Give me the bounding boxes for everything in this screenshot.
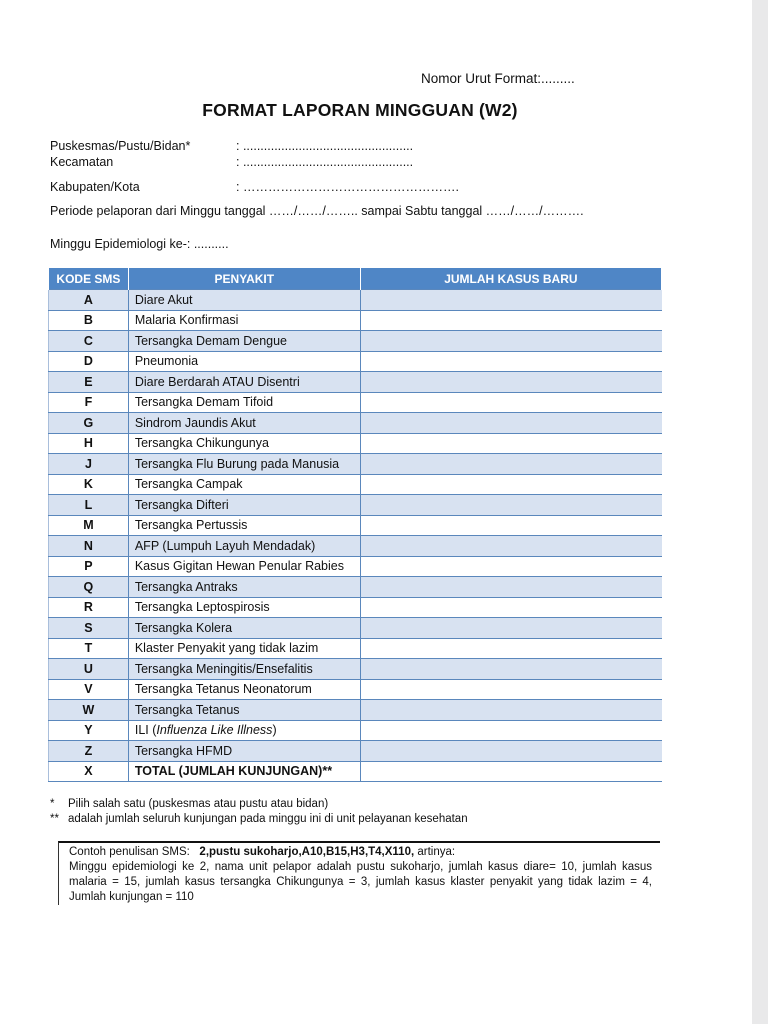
- jumlah-kasus-cell[interactable]: [360, 433, 661, 454]
- jumlah-kasus-cell[interactable]: [360, 351, 661, 372]
- penyakit-cell: Pneumonia: [128, 351, 360, 372]
- footnotes: [50, 797, 468, 827]
- kode-sms-cell: A: [49, 290, 129, 311]
- kode-sms-cell: M: [49, 515, 129, 536]
- kode-sms-cell: D: [49, 351, 129, 372]
- kode-sms-cell: G: [49, 413, 129, 434]
- jumlah-kasus-cell[interactable]: [360, 515, 661, 536]
- header-penyakit: PENYAKIT: [128, 268, 360, 290]
- header-jumlah-kasus: JUMLAH KASUS BARU: [360, 268, 661, 290]
- jumlah-kasus-cell[interactable]: [360, 720, 661, 741]
- footnote-mark: **: [50, 813, 59, 825]
- disease-report-table: [48, 268, 662, 782]
- jumlah-kasus-cell[interactable]: [360, 310, 661, 331]
- jumlah-kasus-cell[interactable]: [360, 577, 661, 598]
- footnote-1: [50, 797, 468, 812]
- table-row: [49, 454, 662, 475]
- penyakit-cell: Tersangka HFMD: [128, 741, 360, 762]
- kode-sms-cell: Y: [49, 720, 129, 741]
- example-explanation: Minggu epidemiologi ke 2, nama unit pelapor adalah pustu sukoharjo, jumlah kasus diare= 10, jumlah kasus malaria = 15, jumlah kasus tersangka Chikungunya = 3, jumlah kasus klaster penyakit yang tidak lazim = 4, Jumlah kunjungan = 110: [69, 861, 652, 903]
- kode-sms-cell: E: [49, 372, 129, 393]
- table-row: [49, 331, 662, 352]
- jumlah-kasus-cell[interactable]: [360, 290, 661, 311]
- table-row: [49, 433, 662, 454]
- penyakit-cell: Diare Berdarah ATAU Disentri: [128, 372, 360, 393]
- penyakit-cell: TOTAL (JUMLAH KUNJUNGAN)**: [128, 761, 360, 782]
- table-row: [49, 495, 662, 516]
- sms-example-intro: [69, 845, 652, 860]
- penyakit-cell: Sindrom Jaundis Akut: [128, 413, 360, 434]
- footnote-text: Pilih salah satu (puskesmas atau pustu atau bidan): [68, 798, 329, 810]
- penyakit-cell: Tersangka Leptospirosis: [128, 597, 360, 618]
- table-row: [49, 700, 662, 721]
- penyakit-name-italic: Influenza Like Illness: [156, 723, 273, 738]
- penyakit-cell: Tersangka Tetanus: [128, 700, 360, 721]
- table-row: [49, 515, 662, 536]
- table-row: [49, 413, 662, 434]
- penyakit-cell: Tersangka Campak: [128, 474, 360, 495]
- example-intro-label: Contoh penulisan SMS:: [69, 846, 190, 858]
- table-row: [49, 659, 662, 680]
- kode-sms-cell: F: [49, 392, 129, 413]
- table-row: [49, 290, 662, 311]
- kode-sms-cell: S: [49, 618, 129, 639]
- table-row: [49, 638, 662, 659]
- kode-sms-cell: J: [49, 454, 129, 475]
- penyakit-cell: Tersangka Kolera: [128, 618, 360, 639]
- page-title: FORMAT LAPORAN MINGGUAN (W2): [202, 100, 518, 120]
- table-row: [49, 597, 662, 618]
- table-row: [49, 679, 662, 700]
- kode-sms-cell: R: [49, 597, 129, 618]
- table-row: [49, 556, 662, 577]
- jumlah-kasus-cell[interactable]: [360, 474, 661, 495]
- kode-sms-cell: L: [49, 495, 129, 516]
- penyakit-cell: Tersangka Meningitis/Ensefalitis: [128, 659, 360, 680]
- jumlah-kasus-cell[interactable]: [360, 331, 661, 352]
- penyakit-cell: [128, 720, 360, 741]
- table-row: [49, 618, 662, 639]
- penyakit-cell: Tersangka Pertussis: [128, 515, 360, 536]
- field-label-puskesmas: Puskesmas/Pustu/Bidan*: [50, 139, 191, 153]
- jumlah-kasus-cell[interactable]: [360, 700, 661, 721]
- penyakit-cell: Tersangka Demam Tifoid: [128, 392, 360, 413]
- jumlah-kasus-cell[interactable]: [360, 454, 661, 475]
- jumlah-kasus-cell[interactable]: [360, 761, 661, 782]
- kode-sms-cell: U: [49, 659, 129, 680]
- header-kode-sms: KODE SMS: [49, 268, 129, 290]
- penyakit-cell: Malaria Konfirmasi: [128, 310, 360, 331]
- kode-sms-cell: T: [49, 638, 129, 659]
- penyakit-cell: Tersangka Tetanus Neonatorum: [128, 679, 360, 700]
- jumlah-kasus-cell[interactable]: [360, 495, 661, 516]
- kode-sms-cell: Z: [49, 741, 129, 762]
- jumlah-kasus-cell[interactable]: [360, 413, 661, 434]
- penyakit-cell: Kasus Gigitan Hewan Penular Rabies: [128, 556, 360, 577]
- table-row: [49, 720, 662, 741]
- penyakit-name-suffix: ): [272, 723, 277, 738]
- penyakit-cell: Diare Akut: [128, 290, 360, 311]
- penyakit-cell: Tersangka Demam Dengue: [128, 331, 360, 352]
- kode-sms-cell: K: [49, 474, 129, 495]
- penyakit-name-prefix: ILI (: [134, 723, 157, 738]
- table-row: [49, 372, 662, 393]
- kode-sms-cell: Q: [49, 577, 129, 598]
- table-row: [49, 310, 662, 331]
- minggu-epidemiologi: Minggu Epidemiologi ke-: ..........: [50, 237, 229, 251]
- table-row: [49, 351, 662, 372]
- table-row: [49, 392, 662, 413]
- jumlah-kasus-cell[interactable]: [360, 638, 661, 659]
- kode-sms-cell: H: [49, 433, 129, 454]
- table-row: [49, 741, 662, 762]
- kode-sms-cell: C: [49, 331, 129, 352]
- jumlah-kasus-cell[interactable]: [360, 597, 661, 618]
- table-row: [49, 577, 662, 598]
- kode-sms-cell: X: [49, 761, 129, 782]
- field-label-kecamatan: Kecamatan: [50, 155, 114, 169]
- table-row: [49, 474, 662, 495]
- penyakit-cell: Tersangka Chikungunya: [128, 433, 360, 454]
- field-value-kabupaten: : …………………………………………….: [236, 180, 459, 194]
- jumlah-kasus-cell[interactable]: [360, 679, 661, 700]
- footnote-mark: *: [50, 798, 55, 810]
- kode-sms-cell: W: [49, 700, 129, 721]
- kode-sms-cell: B: [49, 310, 129, 331]
- field-value-kecamatan: : .................................................: [236, 155, 414, 169]
- example-sms-text: 2,pustu sukoharjo,A10,B15,H3,T4,X110,: [199, 846, 415, 858]
- penyakit-cell: AFP (Lumpuh Layuh Mendadak): [128, 536, 360, 557]
- kode-sms-cell: V: [49, 679, 129, 700]
- penyakit-cell: Tersangka Flu Burung pada Manusia: [128, 454, 360, 475]
- penyakit-cell: Tersangka Difteri: [128, 495, 360, 516]
- periode-pelaporan: Periode pelaporan dari Minggu tanggal ……/……/…….. sampai Sabtu tanggal ……/……/……….: [50, 204, 584, 218]
- nomor-urut-format: Nomor Urut Format:.........: [421, 71, 575, 86]
- kode-sms-cell: P: [49, 556, 129, 577]
- kode-sms-cell: N: [49, 536, 129, 557]
- jumlah-kasus-cell[interactable]: [360, 392, 661, 413]
- footnote-text: adalah jumlah seluruh kunjungan pada minggu ini di unit pelayanan kesehatan: [68, 813, 468, 825]
- table-row: [49, 536, 662, 557]
- footnote-2: [50, 812, 468, 827]
- jumlah-kasus-cell[interactable]: [360, 618, 661, 639]
- jumlah-kasus-cell[interactable]: [360, 659, 661, 680]
- penyakit-cell: Tersangka Antraks: [128, 577, 360, 598]
- table-row-total: [49, 761, 662, 782]
- jumlah-kasus-cell[interactable]: [360, 536, 661, 557]
- field-value-puskesmas: : .................................................: [236, 139, 414, 153]
- jumlah-kasus-cell[interactable]: [360, 556, 661, 577]
- penyakit-cell: Klaster Penyakit yang tidak lazim: [128, 638, 360, 659]
- example-artinya-label: artinya:: [417, 846, 456, 858]
- sms-example-box: [58, 841, 660, 905]
- jumlah-kasus-cell[interactable]: [360, 372, 661, 393]
- field-label-kabupaten: Kabupaten/Kota: [50, 180, 140, 194]
- jumlah-kasus-cell[interactable]: [360, 741, 661, 762]
- table-header-row: [49, 268, 662, 290]
